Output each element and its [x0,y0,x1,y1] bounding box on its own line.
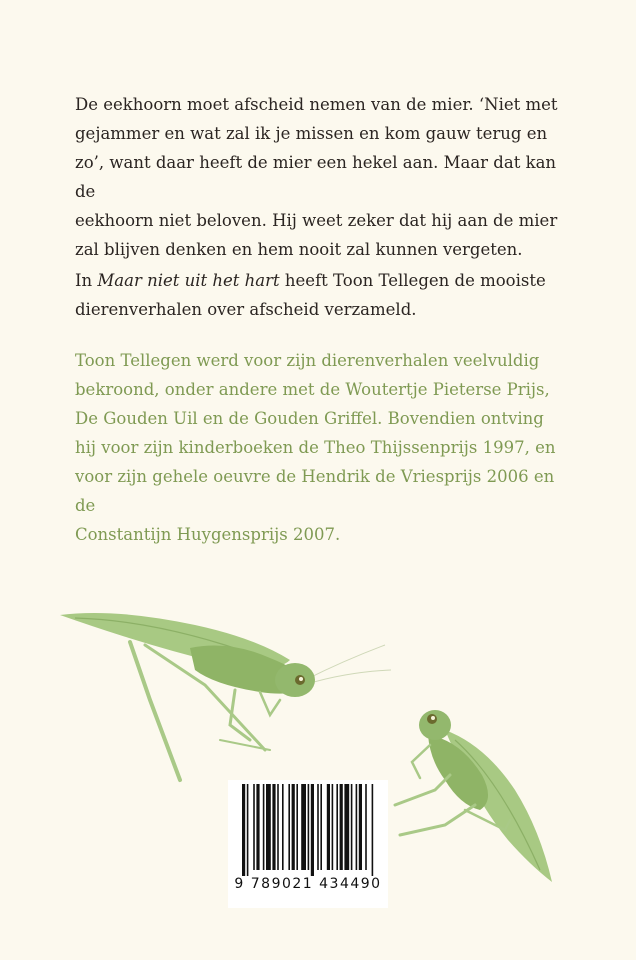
barcode-bar [263,784,265,870]
book-title: Maar niet uit het hart [97,271,280,290]
grasshopper-right-illustration [390,700,560,890]
barcode-bars [228,780,388,876]
blurb-paragraph-1 [75,90,575,264]
suffix-text: heeft Toon Tellegen de mooiste [279,271,546,290]
barcode-bar [296,784,298,870]
text-line [75,266,575,295]
barcode-bar [253,784,255,870]
barcode-bar [336,784,338,870]
barcode-bar [372,784,374,876]
barcode-bar [242,784,245,876]
text-line: eekhoorn niet beloven. Hij weet zeker dat hij aan de mier [75,211,558,230]
barcode-bar [340,784,343,870]
isbn-number: 9 789021 434490 [234,876,382,892]
text-line: De eekhoorn moet afscheid nemen van de mier. ‘Niet met [75,95,558,114]
barcode-bar [266,784,271,870]
barcode-bar [351,784,353,870]
barcode-bar [277,784,279,870]
barcode-bar [272,784,275,870]
barcode-bar [356,784,358,870]
barcode-bar [288,784,290,870]
barcode-bar [247,784,249,876]
barcode-bar [282,784,284,870]
text-line: zal blijven denken en hem nooit zal kunnen vergeten. [75,240,523,259]
text-line: Constantijn Huygensprijs 2007. [75,525,341,544]
barcode-bar [292,784,295,870]
barcode-bar [317,784,319,870]
barcode-bar [365,784,367,870]
text-line: gejammer en wat zal ik je missen en kom gauw terug en [75,124,548,143]
text-line: zo’, want daar heeft de mier een hekel aan. Maar dat kan de [75,153,557,201]
barcode-bar [301,784,306,870]
barcode-bar [359,784,362,870]
barcode-bar [327,784,330,870]
text-line: voor zijn gehele oeuvre de Hendrik de Vriesprijs 2006 en de [75,467,555,515]
text-line: De Gouden Uil en de Gouden Griffel. Bovendien ontving [75,409,544,428]
grasshopper-left-illustration [55,600,395,800]
text-line: Toon Tellegen werd voor zijn dierenverhalen veelvuldig [75,351,540,370]
text-line: hij voor zijn kinderboeken de Theo Thijssenprijs 1997, en [75,438,556,457]
barcode-bar [332,784,334,870]
barcode-bar [256,784,259,870]
text-line: bekroond, onder andere met de Woutertje Pieterse Prijs, [75,380,550,399]
barcode-bar [311,784,314,876]
prefix-text: In [75,271,98,290]
barcode-bar [344,784,349,870]
blurb-paragraph-2 [75,266,575,324]
blurb-paragraph-3 [75,346,575,549]
barcode-bar [320,784,322,870]
barcode-bar [308,784,310,870]
text-line: dierenverhalen over afscheid verzameld. [75,300,417,319]
isbn-barcode [228,780,388,908]
